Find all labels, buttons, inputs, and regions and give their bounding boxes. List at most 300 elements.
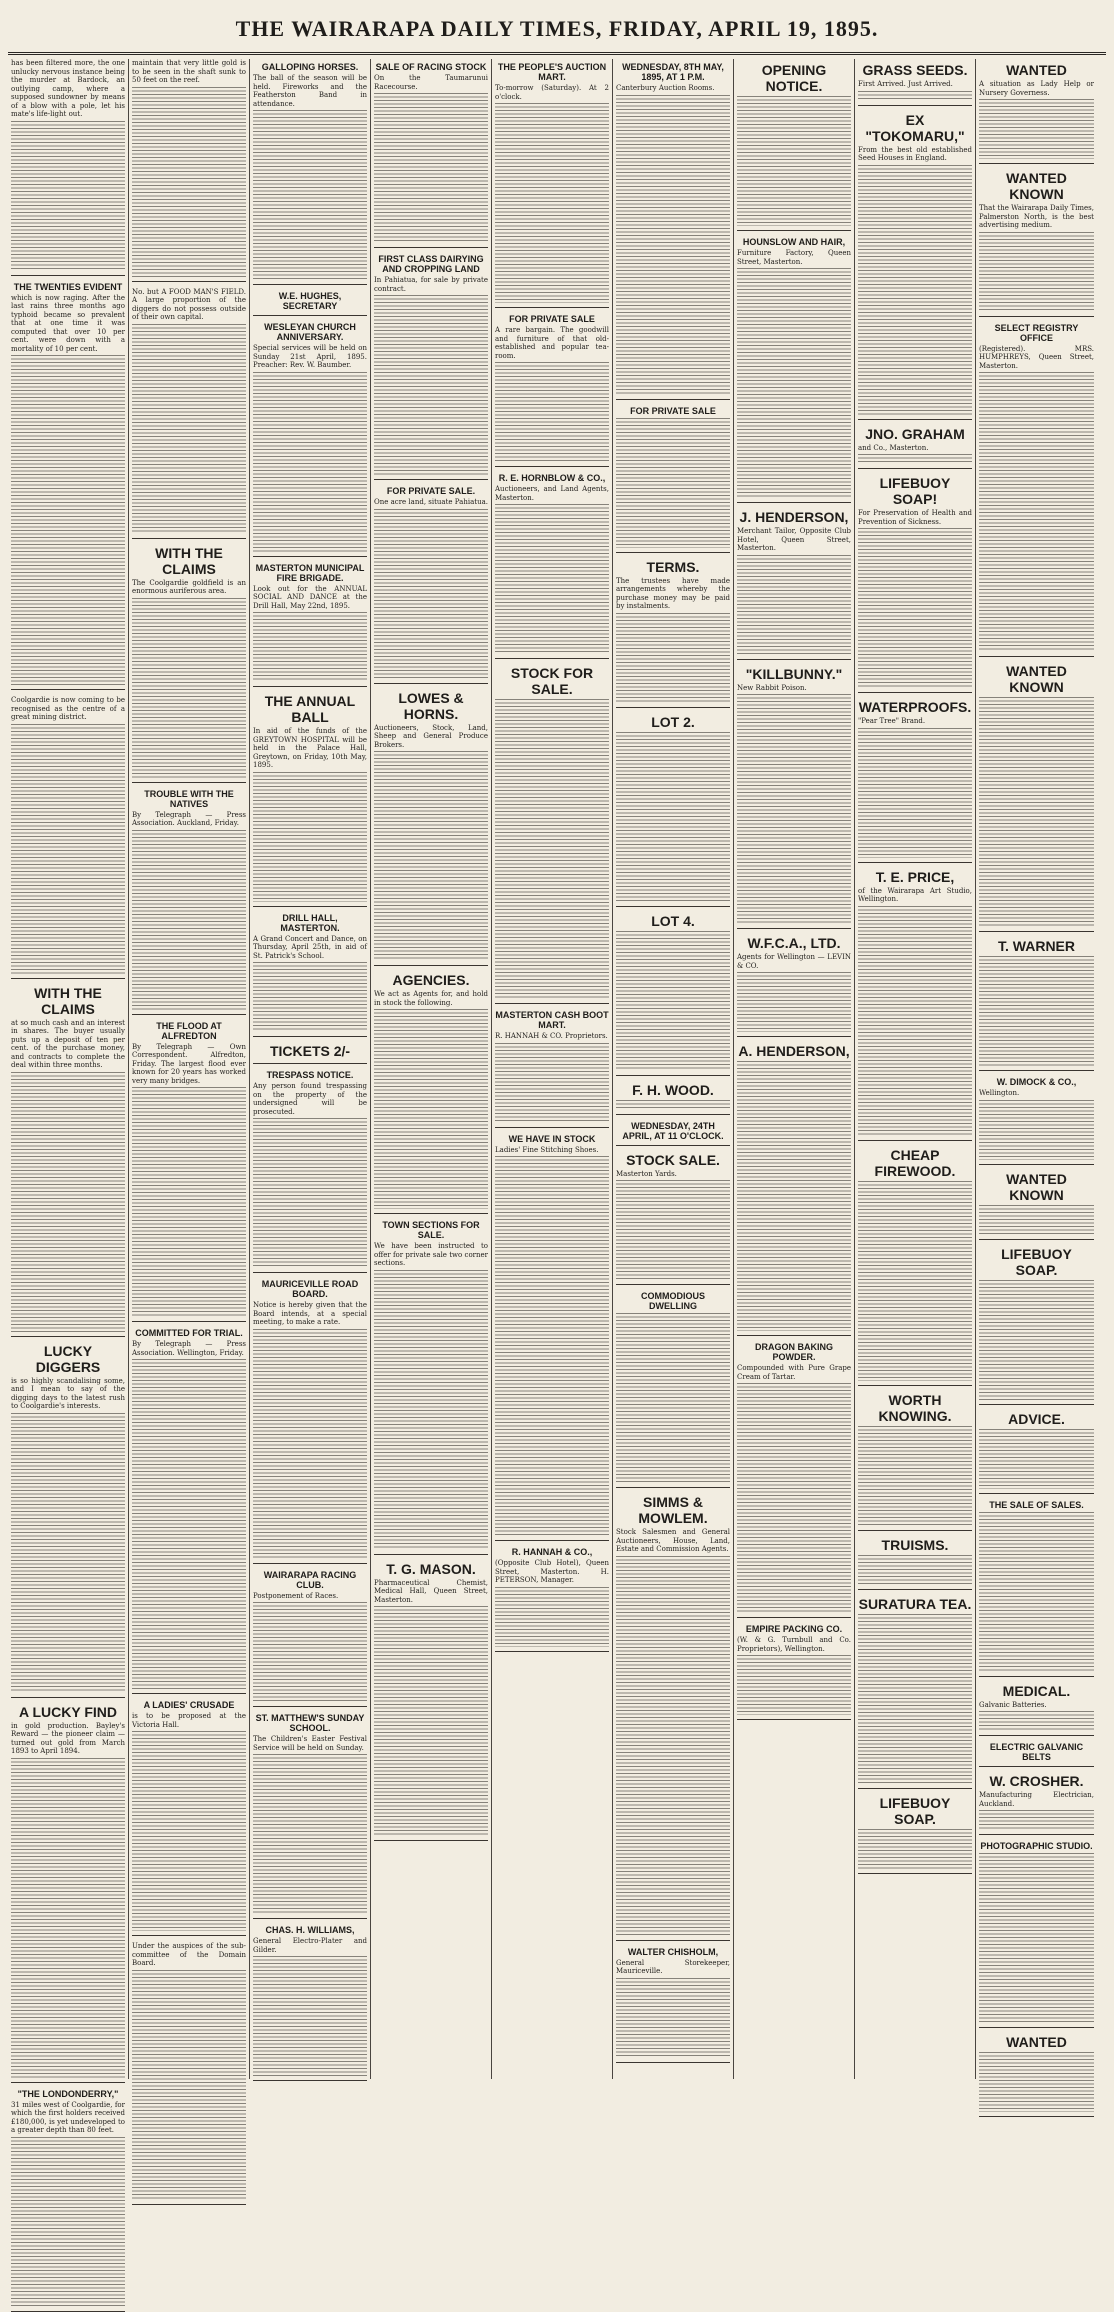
divider	[616, 1940, 730, 1941]
divider	[11, 275, 125, 276]
article-body: The trustees have made arrangements whereby the purchase money may be paid by instalments.	[616, 576, 730, 610]
divider	[495, 658, 609, 659]
text-lines	[374, 1606, 488, 1836]
divider	[132, 1014, 246, 1015]
article	[979, 1246, 1094, 1405]
divider	[132, 538, 246, 539]
article	[495, 473, 609, 659]
text-lines	[11, 121, 125, 271]
article-heading: CHEAP FIREWOOD.	[874, 1146, 956, 1179]
article-body: maintain that very little gold is to be seen in the shaft sunk to 50 feet on the reef.	[132, 59, 246, 84]
divider	[11, 1336, 125, 1337]
article	[979, 62, 1094, 164]
article-heading: R. HANNAH & CO.,	[511, 1547, 593, 1557]
article	[616, 913, 730, 1076]
article-heading: TRESPASS NOTICE.	[266, 1070, 354, 1080]
divider	[979, 1676, 1094, 1677]
article	[858, 869, 972, 1141]
article	[979, 1742, 1094, 1767]
article	[979, 938, 1094, 1071]
text-lines	[374, 1009, 488, 1209]
article	[132, 789, 246, 1015]
article-heading: AGENCIES.	[392, 972, 470, 988]
article-heading: SIMMS & MOWLEM.	[638, 1494, 708, 1526]
article	[616, 1152, 730, 1286]
divider	[979, 931, 1094, 932]
article-body: Ladies' Fine Stitching Shoes.	[495, 1145, 599, 1154]
divider	[374, 1213, 488, 1214]
divider	[737, 1036, 851, 1037]
article-body: The Children's Easter Festival Service will be held on Sunday.	[253, 1735, 367, 1752]
article-body: Special services will be held on Sunday 21st April, 1895. Preacher: Rev. W. Baumber.	[253, 344, 367, 369]
article-heading: THE SALE OF SALES.	[989, 1499, 1084, 1510]
article-body: To-morrow (Saturday). At 2 o'clock.	[495, 84, 609, 101]
article	[616, 714, 730, 907]
text-lines	[132, 598, 246, 778]
article-heading: WANTED	[1006, 62, 1067, 78]
article-body: Agents for Wellington — LEVIN & CO.	[737, 953, 851, 970]
article	[132, 1942, 246, 2205]
divider	[253, 284, 367, 285]
article-body: The ball of the season will be held. Fireworks and the Featherston Band in attendance.	[253, 74, 367, 108]
masthead	[8, 8, 1106, 55]
divider	[374, 247, 488, 248]
article	[11, 2089, 125, 2312]
divider	[11, 2311, 125, 2312]
article-body: 31 miles west of Coolgardie, for which the first holders received £180,000, is yet undeveloped to a greater depth than 80 feet.	[11, 2100, 125, 2134]
article	[979, 1171, 1094, 1240]
text-lines	[253, 1329, 367, 1559]
article-body: is so highly scandalising some, and I mean to say of the digging days to the latest rush to Coolgardie's interests.	[11, 1376, 125, 1410]
text-lines	[374, 295, 488, 475]
column-9	[976, 59, 1097, 2079]
divider	[737, 1617, 851, 1618]
article-heading: R. E. HORNBLOW & CO.,	[498, 473, 606, 483]
text-lines	[979, 956, 1094, 1066]
divider	[132, 281, 246, 282]
article-heading: THE FLOOD AT ALFREDTON	[156, 1020, 222, 1041]
divider	[858, 1140, 972, 1141]
article	[11, 282, 125, 691]
column-4	[371, 59, 492, 2079]
text-lines	[737, 555, 851, 655]
divider	[132, 782, 246, 783]
article-body: By Telegraph — Own Correspondent. Alfredton, Friday. The largest flood ever known for 20 years has worked very many bridges.	[132, 1042, 246, 1085]
article-heading: W.E. HUGHES, SECRETARY	[278, 291, 342, 311]
article	[858, 112, 972, 420]
article-heading: LUCKY DIGGERS	[35, 1342, 101, 1375]
article	[495, 1547, 609, 1652]
article-body: A Grand Concert and Dance, on Thursday, April 25th, in aid of St. Patrick's School.	[253, 934, 367, 960]
article-heading: WANTED KNOWN	[1006, 1170, 1067, 1203]
article-body: General Storekeeper, Mauriceville.	[616, 1958, 730, 1975]
article-heading: LIFEBUOY SOAP!	[879, 475, 951, 507]
article	[11, 1343, 125, 1698]
divider	[858, 1873, 972, 1874]
article-heading: STOCK SALE.	[626, 1151, 720, 1168]
article-body: Under the auspices of the sub-committee of the Domain Board.	[132, 1942, 246, 1967]
divider	[374, 479, 488, 480]
article-heading: FOR PRIVATE SALE.	[386, 486, 476, 496]
divider	[132, 1693, 246, 1694]
divider	[11, 978, 125, 979]
divider	[858, 1788, 972, 1789]
article-heading: MASTERTON CASH BOOT MART.	[495, 1010, 609, 1030]
article-body: That the Wairarapa Daily Times, Palmerston North, is the best advertising medium.	[979, 204, 1094, 229]
article	[253, 1713, 367, 1919]
article-body: The Coolgardie goldfield is an enormous auriferous area.	[132, 578, 246, 595]
article	[374, 254, 488, 480]
text-lines	[374, 1270, 488, 1550]
text-lines	[616, 95, 730, 395]
article-heading: W. DIMOCK & CO.,	[996, 1077, 1077, 1087]
article-body: Coolgardie is now coming to be recognised as the centre of a great mining district.	[11, 696, 125, 721]
article	[253, 1570, 367, 1708]
article-body: From the best old established Seed Houses in England.	[858, 145, 972, 162]
article-body: of the Wairarapa Art Studio, Wellington.	[858, 886, 972, 903]
text-lines	[253, 772, 367, 902]
article-heading: GRASS SEEDS.	[862, 62, 968, 78]
article-body: has been filtered more, the one unlucky nervous instance being the murder at Bardock, an outlying camp, where a supposed sundowner by means of a blow with a pole, let his mate's life-light out.	[11, 59, 125, 118]
text-lines	[132, 1970, 246, 2200]
divider	[737, 230, 851, 231]
article-body: "Pear Tree" Brand.	[858, 717, 926, 725]
article-heading: LIFEBUOY SOAP.	[1001, 1245, 1072, 1278]
text-lines	[737, 268, 851, 498]
text-lines	[616, 931, 730, 1071]
text-lines	[495, 1043, 609, 1123]
divider	[495, 1540, 609, 1541]
divider	[979, 1766, 1094, 1767]
column-7	[734, 59, 855, 2079]
article-heading: WALTER CHISHOLM,	[627, 1946, 719, 1957]
article-heading: TOWN SECTIONS FOR SALE.	[382, 1220, 480, 1240]
article-body: R. HANNAH & CO. Proprietors.	[495, 1032, 608, 1040]
text-lines	[616, 1180, 730, 1280]
article	[11, 696, 125, 979]
text-lines	[979, 99, 1094, 159]
article	[737, 509, 851, 660]
article	[253, 62, 367, 285]
article-body: General Electro-Plater and Gilder.	[253, 1937, 367, 1954]
text-lines	[858, 1555, 972, 1585]
article	[979, 1773, 1094, 1835]
article	[616, 406, 730, 553]
text-lines	[616, 418, 730, 548]
article	[858, 1596, 972, 1789]
article-body: By Telegraph — Press Association. Wellington, Friday.	[132, 1340, 246, 1357]
divider	[616, 906, 730, 907]
article	[979, 1841, 1094, 2028]
divider	[737, 928, 851, 929]
article-heading: FOR PRIVATE SALE	[630, 405, 716, 416]
article-body: Masterton Yards.	[616, 1169, 677, 1178]
article-body: Auctioneers, Stock, Land, Sheep and General Produce Brokers.	[374, 723, 488, 749]
text-lines	[11, 1072, 125, 1332]
article-body: We have been instructed to offer for private sale two corner sections.	[374, 1242, 488, 1267]
text-lines	[616, 732, 730, 902]
article-heading: WATERPROOFS.	[858, 699, 972, 715]
divider	[858, 419, 972, 420]
text-lines	[11, 1413, 125, 1693]
article	[979, 663, 1094, 932]
text-lines	[737, 96, 851, 226]
text-lines	[979, 232, 1094, 312]
column-1	[8, 59, 129, 2134]
divider	[253, 1563, 367, 1564]
article	[737, 666, 851, 930]
article	[495, 665, 609, 1004]
article-body: Galvanic Batteries.	[979, 1700, 1047, 1709]
article	[858, 1795, 972, 1874]
text-lines	[253, 1956, 367, 2076]
article-body: In aid of the funds of the GREYTOWN HOSPITAL will be held in the Palace Hall, Greytown, on Friday, 10th May, 1895.	[253, 727, 367, 769]
column-5	[492, 59, 613, 2079]
text-lines	[132, 1359, 246, 1689]
article-heading: "KILLBUNNY."	[745, 665, 843, 682]
article-heading: WITH THE CLAIMS	[155, 544, 223, 577]
text-lines	[858, 1426, 972, 1526]
article-heading: WEDNESDAY, 8TH MAY, 1895, AT 1 P.M.	[622, 62, 724, 82]
article-body: Pharmaceutical Chemist, Medical Hall, Queen Street, Masterton.	[374, 1578, 488, 1604]
article-body: Any person found trespassing on the property of the undersigned will be prosecuted.	[253, 1082, 367, 1116]
text-lines	[253, 1118, 367, 1268]
text-lines	[979, 1711, 1094, 1731]
article	[979, 1411, 1094, 1494]
text-lines	[979, 1205, 1094, 1235]
article	[253, 693, 367, 907]
article-body: Canterbury Auction Rooms.	[616, 84, 715, 92]
divider	[737, 502, 851, 503]
article-body: Look out for the ANNUAL SOCIAL AND DANCE at the Drill Hall, May 22nd, 1895.	[253, 584, 367, 610]
article	[737, 237, 851, 503]
text-lines	[858, 91, 972, 101]
article-heading: W.F.C.A., LTD.	[747, 935, 841, 951]
divider	[495, 466, 609, 467]
article-heading: CHAS. H. WILLIAMS,	[265, 1925, 355, 1935]
divider	[616, 2062, 730, 2063]
article	[253, 291, 367, 316]
article-heading: TROUBLE WITH THE NATIVES	[144, 788, 234, 809]
article-heading: SALE OF RACING STOCK	[375, 62, 487, 72]
article	[132, 545, 246, 783]
article	[858, 62, 972, 106]
article-heading: HOUNSLOW AND HAIR,	[742, 237, 846, 247]
article	[737, 1043, 851, 1336]
article	[616, 62, 730, 400]
article-heading: DRILL HALL, MASTERTON.	[280, 912, 340, 933]
divider	[495, 1003, 609, 1004]
divider	[858, 692, 972, 693]
article	[132, 1700, 246, 1936]
article-heading: THE PEOPLE'S AUCTION MART.	[497, 62, 607, 82]
text-lines	[858, 1829, 972, 1869]
divider	[858, 1530, 972, 1531]
article-heading: COMMODIOUS DWELLING	[641, 1291, 705, 1311]
divider	[979, 1239, 1094, 1240]
article	[616, 1121, 730, 1146]
article-body: at so much cash and an interest in shares. The buyer usually puts up a deposit of ten per cent. of the purchase money, and contracts to complete the deal within three months.	[11, 1018, 125, 1069]
article-body: is to be proposed at the Victoria Hall.	[132, 1712, 246, 1729]
divider	[495, 1127, 609, 1128]
article-heading: ST. MATTHEW'S SUNDAY SCHOOL.	[255, 1713, 365, 1733]
text-lines	[616, 1100, 730, 1110]
article	[616, 1947, 730, 2063]
article-heading: T. E. PRICE,	[875, 868, 955, 885]
divider	[253, 315, 367, 316]
article-heading: A LADIES' CRUSADE	[143, 1700, 235, 1710]
text-lines	[253, 1602, 367, 1702]
article	[979, 1683, 1094, 1737]
article	[858, 475, 972, 693]
article	[11, 985, 125, 1337]
article	[253, 563, 367, 688]
article	[11, 59, 125, 276]
article	[253, 913, 367, 1038]
article-heading: THE TWENTIES EVIDENT	[13, 281, 123, 292]
article-heading: LOWES & HORNS.	[398, 689, 464, 722]
article-body: Furniture Factory, Queen Street, Masterton.	[737, 249, 851, 266]
text-lines	[253, 612, 367, 682]
article	[374, 486, 488, 684]
article-heading: MASTERTON MUNICIPAL FIRE BRIGADE.	[255, 562, 365, 583]
article-heading: FOR PRIVATE SALE	[509, 314, 595, 324]
article-heading: EX "TOKOMARU,"	[865, 111, 965, 144]
text-lines	[11, 2137, 125, 2307]
text-lines	[858, 454, 972, 464]
article-heading: T. WARNER	[998, 938, 1075, 954]
article-heading: F. H. WOOD.	[632, 1081, 714, 1098]
article-body: in gold production. Bayley's Reward — the pioneer claim — turned out gold from March 1893 to April 1894.	[11, 1721, 125, 1755]
divider	[858, 468, 972, 469]
article	[374, 972, 488, 1214]
text-lines	[495, 1587, 609, 1647]
article-heading: STOCK FOR SALE.	[510, 665, 594, 697]
text-lines	[616, 1313, 730, 1483]
article-body: We act as Agents for, and hold in stock the following.	[374, 990, 488, 1007]
article-heading: OPENING NOTICE.	[761, 62, 827, 94]
article-body: Postponement of Races.	[253, 1591, 339, 1600]
text-lines	[495, 504, 609, 654]
article	[616, 1082, 730, 1115]
divider	[979, 2116, 1094, 2117]
article-heading: TICKETS 2/-	[269, 1043, 351, 1059]
text-lines	[495, 103, 609, 303]
article-body: Wellington.	[979, 1089, 1020, 1097]
divider	[737, 1719, 851, 1720]
article-heading: A LUCKY FIND	[19, 1703, 117, 1720]
article	[858, 1392, 972, 1531]
divider	[858, 862, 972, 863]
divider	[979, 2027, 1094, 2028]
divider	[979, 1164, 1094, 1165]
text-lines	[979, 697, 1094, 927]
divider	[253, 1063, 367, 1064]
divider	[253, 1036, 367, 1037]
text-lines	[979, 1429, 1094, 1489]
text-lines	[858, 528, 972, 688]
divider	[495, 307, 609, 308]
article-body: (W. & G. Turnbull and Co. Proprietors), Wellington.	[737, 1636, 851, 1653]
article-body: Notice is hereby given that the Board intends, at a special meeting, to make a rate.	[253, 1301, 367, 1326]
text-lines	[132, 324, 246, 534]
text-lines	[132, 87, 246, 277]
column-3	[250, 59, 371, 2079]
article-heading: MEDICAL.	[1002, 1682, 1071, 1699]
article-body: (Opposite Club Hotel), Queen Street, Masterton. H. PETERSON, Manager.	[495, 1559, 609, 1584]
article	[374, 1220, 488, 1555]
article-body: (Registered). MRS. HUMPHREYS, Queen Street, Masterton.	[979, 344, 1094, 370]
article-heading: LIFEBUOY SOAP.	[879, 1794, 951, 1827]
text-lines	[858, 165, 972, 415]
text-lines	[979, 1100, 1094, 1160]
article-heading: FIRST CLASS DAIRYING AND CROPPING LAND	[378, 254, 484, 274]
divider	[616, 1487, 730, 1488]
divider	[616, 1075, 730, 1076]
article-heading: JNO. GRAHAM	[865, 425, 965, 442]
article	[979, 1077, 1094, 1165]
divider	[132, 1321, 246, 1322]
text-lines	[979, 372, 1094, 652]
text-lines	[11, 1758, 125, 2078]
article-heading: ADVICE.	[1008, 1410, 1065, 1427]
article-body: Compounded with Pure Grape Cream of Tartar.	[737, 1364, 851, 1381]
divider	[979, 316, 1094, 317]
divider	[374, 1554, 488, 1555]
text-lines	[737, 1061, 851, 1331]
divider	[979, 656, 1094, 657]
divider	[11, 689, 125, 690]
divider	[616, 1145, 730, 1146]
article-heading: COMMITTED FOR TRIAL.	[135, 1328, 243, 1338]
article-body: and Co., Masterton.	[858, 443, 929, 452]
article-heading: T. G. MASON.	[386, 1560, 476, 1577]
article-heading: PHOTOGRAPHIC STUDIO.	[980, 1841, 1093, 1851]
text-lines	[979, 1810, 1094, 1830]
article	[253, 1043, 367, 1064]
article	[616, 1494, 730, 1941]
text-lines	[495, 1156, 609, 1536]
article-body: In Pahiatua, for sale by private contract.	[374, 276, 488, 293]
divider	[979, 1735, 1094, 1736]
article-heading: WESLEYAN CHURCH ANNIVERSARY.	[264, 322, 356, 342]
article-heading: "THE LONDONDERRY,"	[17, 2088, 119, 2099]
article-heading: MAURICEVILLE ROAD BOARD.	[261, 1279, 359, 1299]
text-lines	[737, 694, 851, 924]
newspaper-title: THE WAIRARAPA DAILY TIMES, FRIDAY, APRIL 19, 1895.	[235, 16, 879, 41]
column-8	[855, 59, 976, 2079]
article	[253, 322, 367, 557]
article	[495, 314, 609, 467]
article	[374, 1561, 488, 1842]
text-lines	[979, 2052, 1094, 2112]
divider	[737, 1335, 851, 1336]
article	[253, 1070, 367, 1273]
column-6	[613, 59, 734, 2079]
article	[858, 1147, 972, 1386]
article	[132, 1021, 246, 1323]
text-lines	[737, 972, 851, 1032]
divider	[979, 163, 1094, 164]
text-lines	[858, 906, 972, 1136]
divider	[253, 1918, 367, 1919]
article-heading: ELECTRIC GALVANIC BELTS	[989, 1742, 1084, 1762]
article-heading: A. HENDERSON,	[738, 1043, 850, 1059]
article-heading: GALLOPING HORSES.	[261, 62, 359, 72]
text-lines	[616, 1978, 730, 2058]
article	[616, 559, 730, 708]
divider	[979, 1404, 1094, 1405]
